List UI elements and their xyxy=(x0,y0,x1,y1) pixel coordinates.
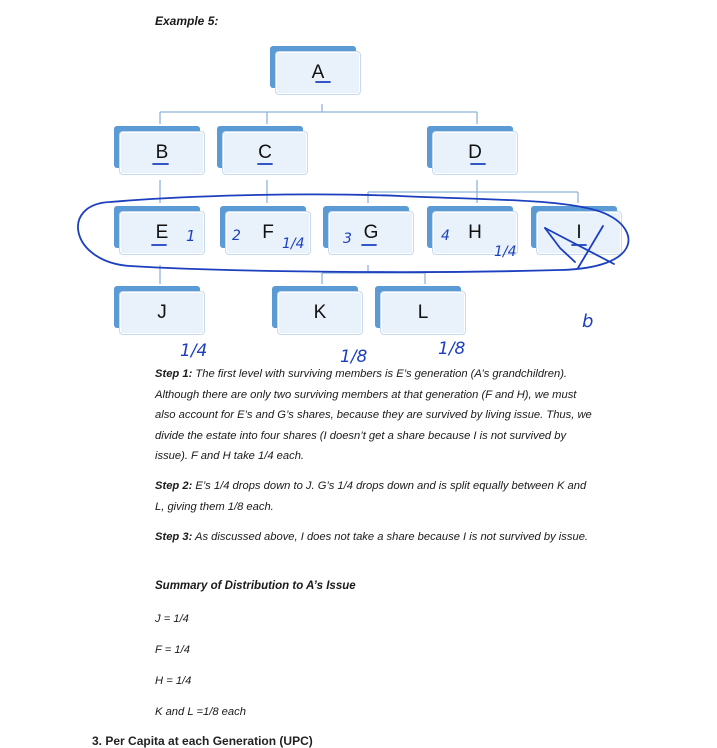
ink-l-share: 1/8 xyxy=(438,339,466,359)
node-e xyxy=(114,206,200,248)
step-1-text: The first level with surviving members is E’s generation (A’s grandchildren). Although there are only two surviving members at that generation (F and H), we must also account for E’s and G’s shares, because they are survived by living issue. Thus, we divide the estate into four shares (I doesn’t get a share because I is not survived by issue). F and H take 1/4 each. xyxy=(155,368,592,462)
summary-line-h: H = 1/4 xyxy=(155,675,192,687)
node-h xyxy=(427,206,513,248)
step-3 xyxy=(155,527,595,548)
node-g xyxy=(323,206,409,248)
node-d xyxy=(427,126,513,168)
step-2-label: Step 2: xyxy=(155,480,193,492)
node-k-label: K xyxy=(278,292,362,334)
summary-heading: Summary of Distribution to A’s Issue xyxy=(155,580,356,592)
ink-f-share: 1/4 xyxy=(282,236,305,252)
node-j-label: J xyxy=(120,292,204,334)
step-2 xyxy=(155,476,595,517)
ink-k-share: 1/8 xyxy=(340,347,368,367)
step-3-text: As discussed above, I does not take a share because I is not survived by issue. xyxy=(192,531,589,543)
node-g-label: G xyxy=(329,212,413,254)
ink-g-prefix: 3 xyxy=(343,231,352,247)
node-f xyxy=(220,206,306,248)
node-d-label: D xyxy=(433,132,517,174)
node-a xyxy=(270,46,356,88)
node-i xyxy=(531,206,617,248)
ink-f-prefix: 2 xyxy=(232,228,241,244)
node-a-label: A xyxy=(276,52,360,94)
node-e-label: E xyxy=(120,212,204,254)
step-1 xyxy=(155,364,595,467)
example-title: Example 5: xyxy=(155,14,219,28)
node-l-label: L xyxy=(381,292,465,334)
node-k xyxy=(272,286,358,328)
node-i-label: I xyxy=(537,212,621,254)
node-c-label: C xyxy=(223,132,307,174)
node-b xyxy=(114,126,200,168)
summary-line-j: J = 1/4 xyxy=(155,613,189,625)
ink-h-prefix: 4 xyxy=(441,228,450,244)
node-l xyxy=(375,286,461,328)
ink-e-mark: 1 xyxy=(186,227,196,245)
ink-j-share: 1/4 xyxy=(180,341,208,361)
node-j xyxy=(114,286,200,328)
next-section-heading: 3. Per Capita at each Generation (UPC) xyxy=(92,734,313,748)
ink-h-share: 1/4 xyxy=(494,244,517,260)
node-c xyxy=(217,126,303,168)
summary-line-f: F = 1/4 xyxy=(155,644,190,656)
summary-line-kl: K and L =1/8 each xyxy=(155,706,246,718)
step-2-text: E’s 1/4 drops down to J. G’s 1/4 drops down and is split equally between K and L, giving them 1/8 each. xyxy=(155,480,587,513)
ink-i-note: b xyxy=(582,311,594,332)
node-h-label: H xyxy=(433,212,517,254)
node-f-label: F xyxy=(226,212,310,254)
step-3-label: Step 3: xyxy=(155,531,193,543)
step-1-label: Step 1: xyxy=(155,368,193,380)
node-b-label: B xyxy=(120,132,204,174)
